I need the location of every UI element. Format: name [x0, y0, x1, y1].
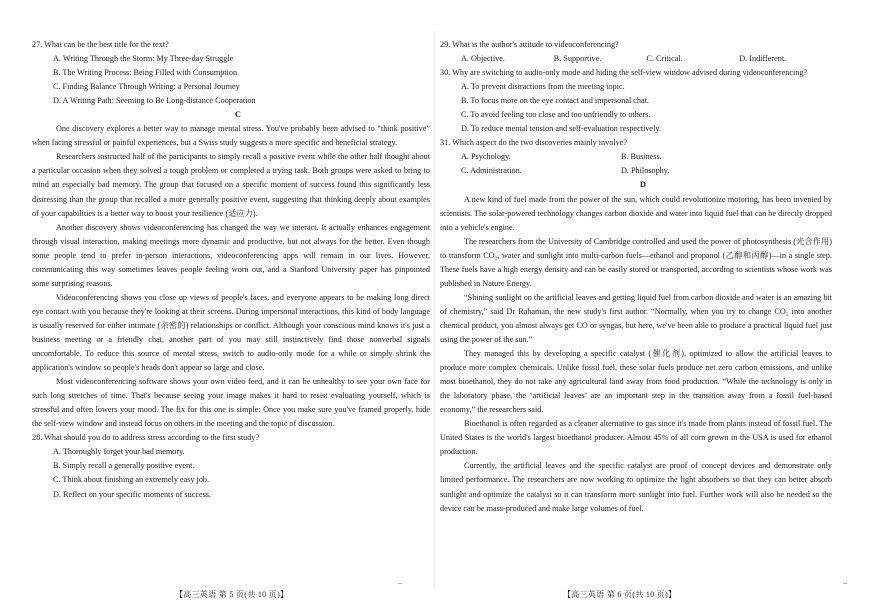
page-footer-6: 【高三英语 第 6 页(共 10 页)】 — [563, 590, 677, 599]
passage-paragraph: Researchers instructed half of the participants to simply recall a positive event while the other half thought about a particular occasion when they solved a tough problem or completed a trying task. Both groups were asked to bring to mind an especially bad memory. The group that focused on a specific moment of success found this significantly less distressing than the group that recalled a more generally positive event, suggesting that thinking deeply about examples of your capabilities is a better way to boost your resilience (适应力). — [32, 152, 430, 218]
passage-paragraph: A new kind of fuel made from the power of the sun, which could revolutionize motoring, has been invented by scientists. The solar-powered technology changes carbon dioxide and water into liquid fuel that can be directly dropped into a vehicle's engine. — [440, 194, 832, 232]
option-a: A. Writing Through the Storm: My Three-day Struggle — [53, 54, 234, 64]
options-row — [440, 52, 832, 66]
option-d: D. To reduce mental tension and self-evaluation respectively. — [461, 124, 661, 134]
option-b: B. The Writing Process: Being Filled with Consumption — [53, 68, 238, 78]
passage-paragraph: Most videoconferencing software shows your own video feed, and it can be unhealthy to see your own face for such long stretches of time. That's because seeing your image makes it hard to resist evaluating yourself, which is stressful and often lowers your mood. The fix for this one is simple: Once you make sure you've framed properly, hide the self-view window and instead focus on others in the meeting and the topic of discussion. — [32, 377, 430, 429]
passage-paragraph: “Shining sunlight on the artificial leaves and getting liquid fuel from carbon dioxide and water is an amazing bit of chemistry,” said Dr Rahaman, the new study's first author. “Normally, when you try to change CO₂ into another chemical product, you almost always get CO or syngas, but here, we've been able to produce a practical liquid fuel just using the power of the sun.” — [440, 292, 832, 344]
question-27 — [32, 38, 430, 108]
page-mark: – — [398, 578, 402, 587]
passage-d — [440, 193, 832, 516]
option-b: B. Supportive. — [553, 54, 602, 64]
question-stem: 28. What should you do to address stress according to the first study? — [32, 433, 260, 443]
option-c: C. Think about finishing an extremely easy job. — [53, 475, 210, 485]
option-c: C. To avoid feeling too close and too unfriendly to others. — [461, 110, 651, 120]
option-b: B. Business. — [621, 152, 662, 162]
passage-paragraph: The researchers from the University of Cambridge controlled and used the power of photosynthesis (光合作用) to transform CO₂, water and sunlight into multi-carbon fuels—ethanol and propanol (乙醇和丙醇)—in a single step. These fuels have a high energy density and can be easily stored or transported, according to scientists whose work was published in Nature Energy. — [440, 236, 832, 288]
right-page — [440, 38, 832, 516]
option-a: A. Objective. — [461, 54, 505, 64]
question-29 — [440, 38, 832, 66]
page-footer-5: 【高三英语 第 5 页(共 10 页)】 — [175, 590, 289, 599]
option-a: A. Thoroughly forget your bad memory. — [53, 447, 185, 457]
option-a: A. To prevent distractions from the meeting topic. — [461, 82, 625, 92]
option-b: B. To focus more on the eye contact and impersonal chat. — [461, 96, 649, 106]
question-stem: 27. What can be the best title for the text? — [32, 40, 169, 49]
section-heading-d: D — [640, 180, 646, 190]
option-d: D. Reflect on your specific moments of success. — [53, 489, 212, 499]
left-page — [32, 38, 430, 502]
passage-paragraph: Bioethanol is often regarded as a cleaner alternative to gas since it's made from plants instead of fossil fuel. The United States is the world's largest bioethanol producer. Almost 45% of all corn grown in the USA is used for ethanol production. — [440, 419, 832, 457]
page-fold-divider — [434, 30, 435, 590]
option-d: D. Indifferent. — [739, 54, 787, 64]
passage-paragraph: Another discovery shows videoconferencing has changed the way we interact. It actually enhances engagement through visual interaction, making meetings more dynamic and productive, but not always for the better. Even though some people tend to prefer in-person interactions, videoconferencing apps will remain in our lives. However, communicating this way sometimes leaves people feeling worn out, and a Stanford University paper has pinpointed some surprising reasons. — [32, 222, 430, 288]
option-d: D. A Writing Path: Seeming to Be Long-distance Cooperation — [53, 96, 256, 106]
option-c: C. Administration. — [461, 166, 522, 176]
passage-paragraph: They managed this by developing a specific catalyst (催化剂), optimized to allow the artificial leaves to produce more complex chemicals. Unlike fossil fuel, these solar fuels produce net zero carbon emissions, and unlike most bioethanol, they do not take any agricultural land away from food production. “While the technology is only in the laboratory phase, the ‘artificial leaves’ are an important step in the transition away from a fossil fuel-based economy,” the researchers said. — [440, 349, 832, 415]
options-row — [440, 164, 832, 178]
question-stem: 29. What is the author's attitude to videoconferencing? — [440, 40, 619, 49]
question-stem: 31. Which aspect do the two discoveries mainly involve? — [440, 138, 627, 148]
question-stem: 30. Why are switching to audio-only mode and hiding the self-view window advised during videoconferencing? — [440, 68, 808, 78]
question-28 — [32, 431, 430, 501]
question-31 — [440, 136, 832, 178]
option-d: D. Philosophy. — [621, 166, 670, 176]
passage-paragraph: Videoconferencing shows you close up views of people's faces, and everyone appears to be making long direct eye contact with you because they're looking at their screens. During impersonal interactions, this kind of body language is usually reserved for either intimate (亲密的) relationships or conflict. Although your conscious mind knows it's just a business meeting or a friendly chat, another part of you may still instinctively find those nonverbal signals uncomfortable. To reduce this source of mental stress, switch to audio-only mode for a while or simply shrink the application's window so people's heads don't appear so large and close. — [32, 292, 430, 373]
passage-c — [32, 122, 430, 431]
passage-paragraph: Currently, the artificial leaves and the specific catalyst are proof of concept devices and demonstrate only limited performance. The researchers are now working to optimize the light absorbers so that they can better absorb sunlight and optimize the catalyst so it can transform more sunlight into fuel. Further work will also be needed so the device can be mass-produced and make large volumes of fuel. — [440, 461, 832, 513]
options-row — [440, 150, 832, 164]
option-b: B. Simply recall a generally positive event. — [53, 461, 195, 471]
section-heading-c: C — [235, 110, 241, 120]
option-c: C. Finding Balance Through Writing: a Personal Journey — [53, 82, 240, 92]
option-c: C. Critical. — [646, 54, 683, 64]
option-a: A. Psychology. — [461, 152, 511, 162]
question-30 — [440, 66, 832, 136]
page-mark: – — [843, 578, 847, 587]
passage-paragraph: One discovery explores a better way to manage mental stress. You've probably been advised to “think positive” when facing stressful or painful experiences, but a Swiss study suggests a more specific and beneficial strategy. — [32, 124, 430, 148]
